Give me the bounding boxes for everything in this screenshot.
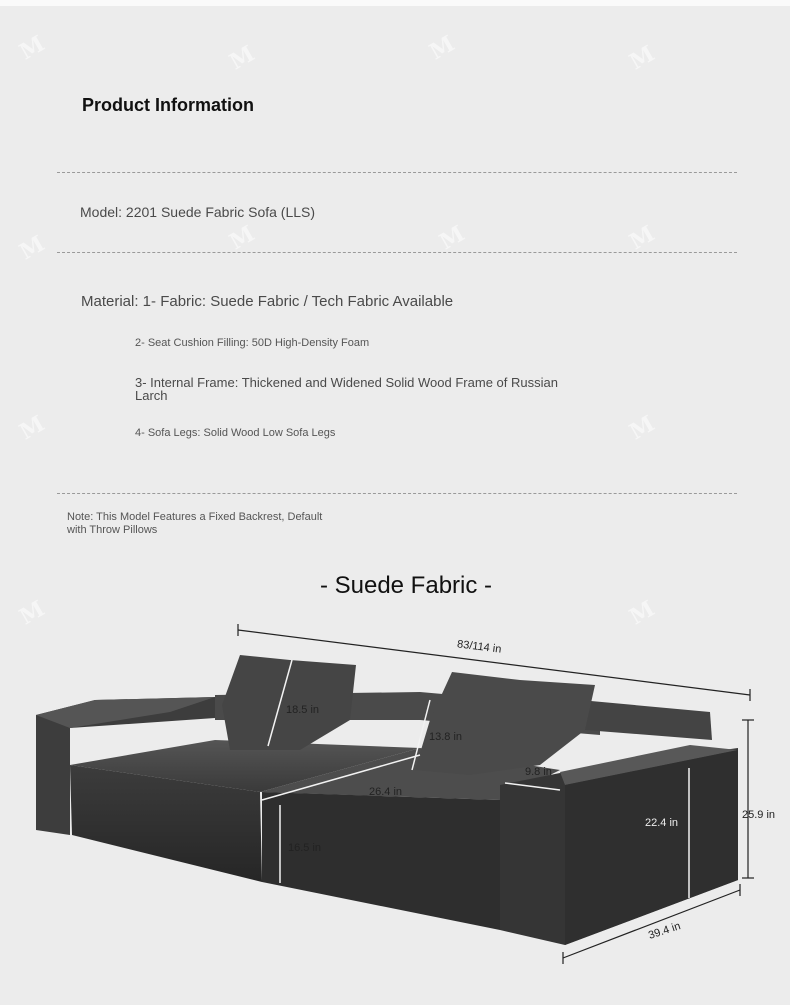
watermark-logo: M (425, 30, 460, 66)
divider (57, 493, 737, 494)
fabric-title: - Suede Fabric - (319, 572, 493, 599)
watermark-logo: M (625, 595, 660, 631)
pillow-right (415, 672, 595, 775)
sofa-right-seat-front (262, 792, 500, 930)
dim-total-height: 25.9 in (742, 809, 776, 821)
divider (57, 252, 737, 253)
dim-depth: 39.4 in (646, 920, 683, 942)
watermark-logo: M (625, 410, 660, 446)
watermark-logo: M (15, 230, 50, 266)
sofa-illustration (0, 600, 790, 1005)
dim-back-height: 13.8 in (429, 731, 463, 743)
dim-seat-depth: 26.4 in (369, 786, 403, 798)
watermark-logo: M (625, 40, 660, 76)
watermark-logo: M (435, 220, 470, 256)
watermark-logo: M (625, 220, 660, 256)
dim-seat-height: 16.5 in (288, 842, 322, 854)
top-edge (0, 0, 790, 6)
page-title: Product Information (82, 95, 254, 115)
dim-pillow-height: 18.5 in (286, 704, 320, 716)
material-line-4: 4- Sofa Legs: Solid Wood Low Sofa Legs (135, 427, 336, 439)
dim-length: 83/114 in (456, 638, 503, 656)
material-line-3: 3- Internal Frame: Thickened and Widened Solid Wood Frame of Russian Larch (135, 375, 558, 403)
material-line-2: 2- Seat Cushion Filling: 50D High-Density Foam (135, 337, 370, 349)
divider (57, 172, 737, 173)
watermark-logo: M (15, 595, 50, 631)
material-line-1: Material: 1- Fabric: Suede Fabric / Tech Fabric Available (81, 293, 454, 310)
watermark-logo: M (225, 220, 260, 256)
note-text: Note: This Model Features a Fixed Backrest, Default with Throw Pillows (67, 511, 323, 536)
dim-arm-width: 9.8 in (525, 766, 552, 778)
watermark-logo: M (15, 410, 50, 446)
dim-arm-height: 22.4 in (645, 817, 679, 829)
watermark-logo: M (225, 40, 260, 76)
model-text: Model: 2201 Suede Fabric Sofa (LLS) (80, 204, 316, 220)
watermark-logo: M (15, 30, 50, 66)
